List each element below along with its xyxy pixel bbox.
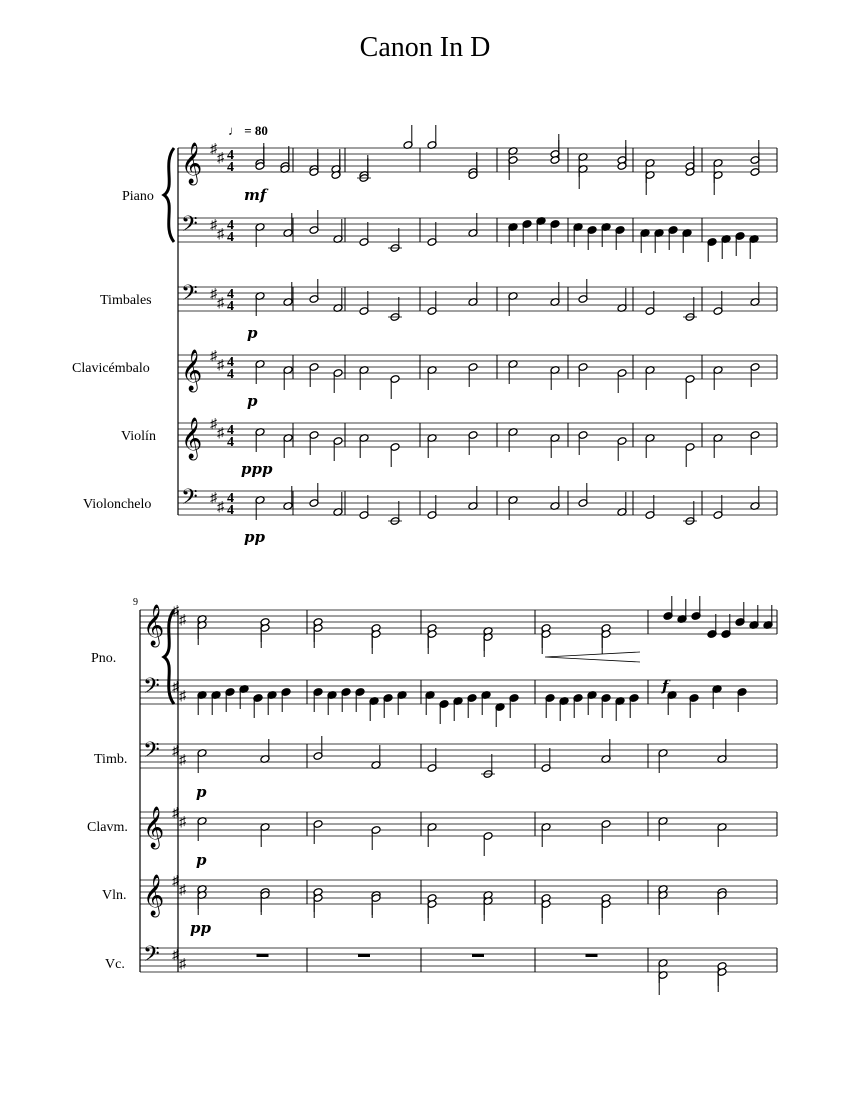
- time-sig-bottom: 4: [227, 299, 234, 314]
- staff-label-pno: Pno.: [91, 651, 117, 666]
- sharp-sign: ♯: [217, 426, 224, 441]
- staff-label-piano: Piano: [122, 189, 154, 204]
- time-sig-top: 4: [227, 218, 234, 233]
- time-sig-top: 4: [227, 355, 234, 370]
- dynamic-clavicembalo-s1: p: [247, 392, 258, 410]
- sharp-sign: ♯: [217, 500, 224, 515]
- time-sig-top: 4: [227, 491, 234, 506]
- sharp-sign: ♯: [172, 604, 179, 619]
- bass-clef: 𝄢: [181, 212, 198, 241]
- measure-number: 9: [133, 597, 138, 608]
- sharp-sign: ♯: [217, 227, 224, 242]
- half-rest: [257, 954, 269, 957]
- sharp-sign: ♯: [172, 948, 179, 963]
- sharp-sign: ♯: [179, 883, 186, 898]
- sharp-sign: ♯: [210, 218, 217, 233]
- staff-label-timb: Timb.: [94, 752, 128, 767]
- sharp-sign: ♯: [172, 806, 179, 821]
- sharp-sign: ♯: [217, 151, 224, 166]
- sharp-sign: ♯: [179, 815, 186, 830]
- treble-clef: 𝄞: [181, 143, 203, 183]
- time-sig-bottom: 4: [227, 435, 234, 450]
- half-rest: [586, 954, 598, 957]
- sharp-sign: ♯: [210, 349, 217, 364]
- bass-clef: 𝄢: [143, 738, 160, 767]
- bass-clef: 𝄢: [181, 485, 198, 514]
- time-sig-top: 4: [227, 148, 234, 163]
- bass-clef: 𝄢: [143, 942, 160, 971]
- dynamic-violonchelo-s1: pp: [244, 528, 265, 546]
- score-title: Canon In D: [359, 32, 491, 63]
- crescendo-hairpin: [545, 652, 640, 662]
- treble-clef: 𝄞: [181, 350, 203, 390]
- sharp-sign: ♯: [217, 358, 224, 373]
- half-rest: [358, 954, 370, 957]
- sharp-sign: ♯: [179, 613, 186, 628]
- sharp-sign: ♯: [217, 296, 224, 311]
- time-sig-top: 4: [227, 287, 234, 302]
- system-2: [140, 596, 777, 995]
- sharp-sign: ♯: [210, 142, 217, 157]
- dynamic-timbales-s2: p: [196, 783, 207, 801]
- staff-label-clavicembalo: Clavicémbalo: [72, 361, 150, 376]
- treble-clef: 𝄞: [143, 605, 165, 645]
- time-sig-bottom: 4: [227, 367, 234, 382]
- sharp-sign: ♯: [172, 744, 179, 759]
- staff-label-timbales: Timbales: [100, 293, 152, 308]
- bass-clef: 𝄢: [181, 281, 198, 310]
- sharp-sign: ♯: [179, 753, 186, 768]
- treble-clef: 𝄞: [181, 418, 203, 458]
- time-sig-top: 4: [227, 423, 234, 438]
- sharp-sign: ♯: [172, 680, 179, 695]
- treble-clef: 𝄞: [143, 875, 165, 915]
- staff-label-violin: Violín: [121, 429, 156, 444]
- sharp-sign: ♯: [179, 689, 186, 704]
- dynamic-piano-s2: f: [662, 677, 669, 695]
- dynamic-piano-s1: mf: [244, 186, 267, 204]
- staff-label-clavm: Clavm.: [87, 820, 128, 835]
- time-sig-bottom: 4: [227, 503, 234, 518]
- sharp-sign: ♯: [210, 287, 217, 302]
- time-sig-bottom: 4: [227, 160, 234, 175]
- dynamic-violin-s1: ppp: [241, 460, 273, 478]
- piano-brace: [164, 148, 174, 242]
- dynamic-timbales-s1: p: [247, 324, 258, 342]
- treble-clef: 𝄞: [143, 807, 165, 847]
- tempo-marking: ♩ = 80: [228, 123, 268, 138]
- sharp-sign: ♯: [210, 417, 217, 432]
- sharp-sign: ♯: [172, 874, 179, 889]
- bass-clef: 𝄢: [143, 674, 160, 703]
- sharp-sign: ♯: [210, 491, 217, 506]
- dynamic-clavm-s2: p: [196, 851, 207, 869]
- staff-label-violonchelo: Violonchelo: [83, 497, 152, 512]
- sharp-sign: ♯: [179, 957, 186, 972]
- half-rest: [472, 954, 484, 957]
- staff-label-vc: Vc.: [105, 957, 125, 972]
- time-sig-bottom: 4: [227, 230, 234, 245]
- staff-label-vln: Vln.: [102, 888, 127, 903]
- dynamic-vln-s2: pp: [190, 919, 211, 937]
